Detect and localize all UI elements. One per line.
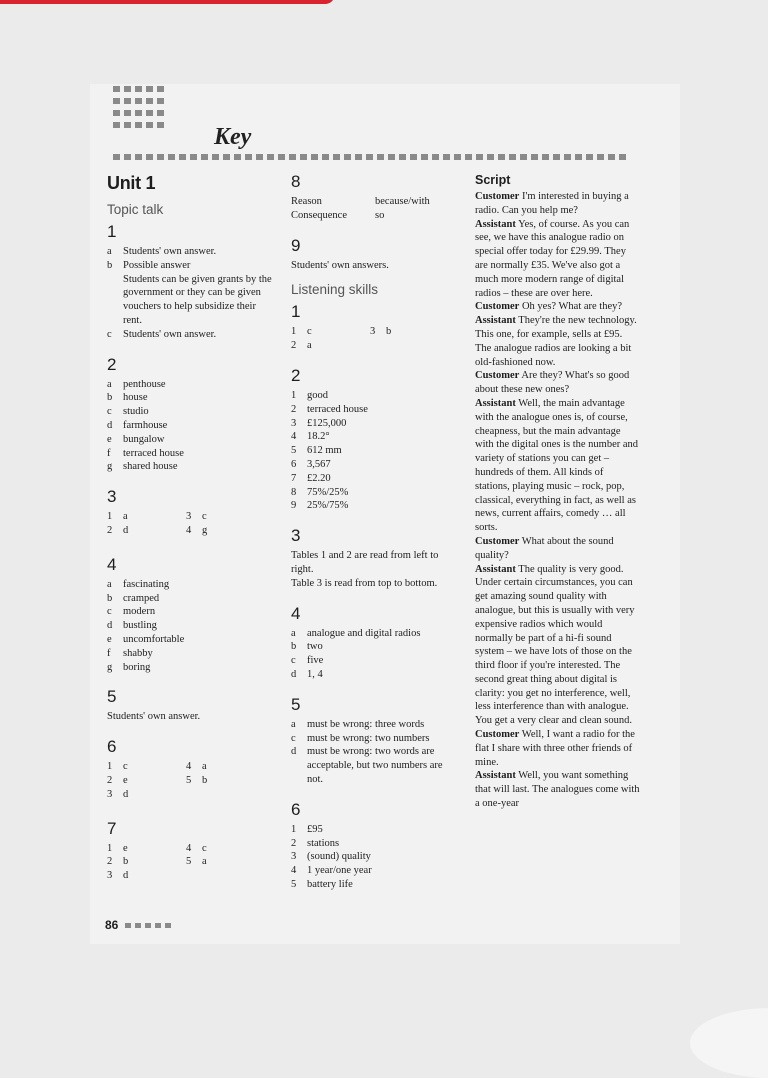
section-listening-skills: Listening skills [291,282,379,298]
exercise-number: 2 [291,365,301,385]
answer-item: a analogue and digital radios [291,627,421,639]
exercise-number: 4 [291,603,301,623]
answer-item: a penthouse [107,378,166,390]
page-curl [690,1008,768,1078]
exercise-number: 5 [291,694,301,714]
exercise-number: 6 [291,799,301,819]
exercise-number: 3 [291,526,301,546]
script-line: Customer What about the sound quality? [475,535,614,561]
answer-item: a must be wrong: three words [291,718,425,730]
script-line: Assistant Well, you want something that will last. The analogues come with a one-year [475,770,640,810]
answer-text: Students' own answer. [107,711,201,723]
answer-row: Consequence so [291,209,385,221]
answer-item: d farmhouse [107,419,168,431]
answer-row: 3 d [107,870,129,882]
answer-item: c five [291,655,324,667]
script-line: Assistant The quality is very good. Under certain circumstances, you can get amazing sound quality with analogue, but this is usually with very expensive radios which would normally be part of a hi-fi sound system – we have lots of those on the third floor if you're interested. The second great thing about digital is clarity: you get no interference, well, less interference than with analogue. You get a very clear and clean sound. [475,563,635,727]
answer-item: 8 75%/25% [291,486,349,498]
answer-item: 5 battery life [291,878,353,890]
answer-item: 3 £125,000 [291,417,347,429]
exercise-number: 2 [107,354,117,374]
script-text [475,190,640,811]
answer-item: f shabby [107,647,153,659]
page-title: Key [214,124,252,150]
exercise-number: 5 [107,687,117,707]
answer-item: c Students' own answer. [107,328,217,340]
answer-item: 9 25%/75% [291,500,349,512]
column-1 [107,173,277,883]
script-line: Customer Oh yes? What are they? [475,301,623,313]
answer-list [107,378,277,475]
footer-squares [125,923,171,928]
script-line: Assistant Yes, of course. As you can see, we have this analogue radio on special offer today for £29.99. They are normally £35. We've also got a much more modern range of digital radios – these are over here. [475,218,630,299]
answer-grid [107,842,277,883]
answer-text: Students' own answers. [291,259,389,271]
answer-item: a fascinating [107,578,170,590]
decorative-square-grid [113,86,164,128]
exercise-number: 6 [107,737,117,757]
answer-item: e bungalow [107,433,165,445]
answer-item: b Possible answer [107,259,191,271]
answer-row: 2 b 5 a [107,856,207,868]
answer-item: 2 terraced house [291,403,368,415]
exercise-number: 9 [291,235,301,255]
answer-item: b cramped [107,592,160,604]
answer-row: 2 e 5 b [107,774,208,786]
answer-item: 1 good [291,389,328,401]
answer-item: 1 £95 [291,823,323,835]
header-dotted-rule [113,154,627,160]
unit-title: Unit 1 [107,173,156,193]
answer-list [291,627,456,682]
answer-item: g shared house [107,461,178,473]
answer-item: 4 18.2° [291,431,330,443]
answer-row: 2 a [291,340,312,352]
section-topic-talk: Topic talk [107,202,164,217]
answer-row: 3 d [107,788,129,800]
answer-list [107,578,277,675]
answer-row: 1 c 3 b [291,326,392,338]
answer-item: 5 612 mm [291,445,342,457]
answer-grid [107,760,277,801]
column-2 [291,173,456,892]
answer-row: 1 c 4 a [107,761,207,773]
answer-item: c modern [107,606,156,618]
top-accent-bar [0,0,335,4]
answer-row: 1 e 4 c [107,842,207,854]
exercise-number: 4 [107,554,117,574]
answer-grid [291,325,456,353]
answer-item: f terraced house [107,447,184,459]
exercise-number: 3 [107,487,117,507]
answer-item: c studio [107,406,149,418]
answer-row: 1 a 3 c [107,511,207,523]
answer-item: 6 3,567 [291,458,331,470]
script-line: Customer I'm interested in buying a radio. Can you help me? [475,191,629,216]
script-line: Customer Well, I want a radio for the flat I share with three other friends of mine. [475,729,635,768]
page-footer [105,918,171,932]
answer-item: d bustling [107,620,157,632]
answer-text: Table 3 is read from top to bottom. [291,577,438,589]
answer-grid [291,195,456,223]
answer-item: b house [107,392,148,404]
exercise-number: 1 [107,222,117,241]
answer-item: d must be wrong: two words are acceptable, but two numbers are not. [291,746,443,785]
script-line: Customer Are they? What's so good about these new ones? [475,370,630,396]
answer-item: 3 (sound) quality [291,851,371,863]
answer-item: a Students' own answer. [107,246,217,257]
script-title: Script [475,173,511,187]
answer-item: 4 1 year/one year [291,865,372,877]
exercise-number: 8 [291,172,301,191]
exercise-number: 7 [107,818,117,838]
script-line: Assistant Well, the main advantage with the analogue ones is, of course, cheapness, but the main advantage with the digital ones is the number and variety of stations you can get – hundreds of them. All kinds of stations, playing music – rock, pop, classical, everything in fact, as well as news, current affairs, comedy … all sorts. [475,397,639,534]
answer-list [291,389,456,513]
answer-item: 2 stations [291,837,340,849]
answer-text: Tables 1 and 2 are read from left to right. [291,550,439,575]
answer-item: Students can be given grants by the government or they can be given vouchers to help subsidize their rent. [123,273,272,326]
column-3-script [475,173,640,811]
answer-list [291,718,456,787]
answer-item: e uncomfortable [107,633,185,645]
answer-item: b two [291,641,323,653]
answer-row: Reason because/with [291,196,430,207]
answer-grid [107,510,277,538]
page-number: 86 [105,918,119,932]
exercise-number: 1 [291,302,301,322]
answer-list [291,823,456,892]
answer-item: d 1, 4 [291,668,323,680]
answer-item: c must be wrong: two numbers [291,732,430,744]
answer-item: g boring [107,661,151,673]
answer-list [107,245,277,342]
answer-row: 2 d 4 g [107,524,208,536]
script-line: Assistant They're the new technology. This one, for example, sells at £95. The analogue radios are looking a bit old-fashioned now. [475,315,637,368]
answer-item: 7 £2.20 [291,472,331,484]
